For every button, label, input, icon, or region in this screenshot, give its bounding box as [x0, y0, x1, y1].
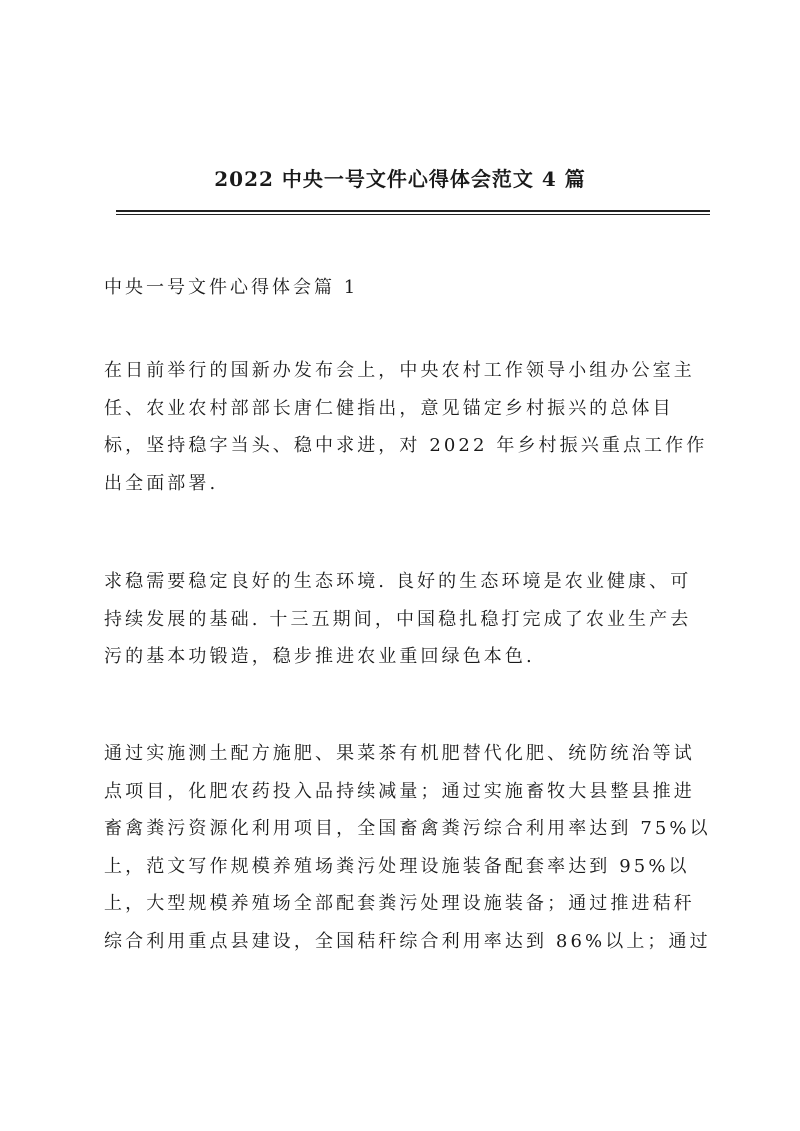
paragraph-3: [104, 735, 711, 960]
paragraph-line: 上，范文写作规模养殖场粪污处理设施装备配套率达到 95%以: [104, 855, 690, 877]
title-underline-thin: [116, 214, 710, 215]
paragraph-line: 通过实施测土配方施肥、果菜茶有机肥替代化肥、统防统治等试: [104, 743, 695, 764]
title-underline: [116, 210, 710, 212]
paragraph-line: 在日前举行的国新办发布会上，中央农村工作领导小组办公室主: [104, 360, 695, 381]
document-title: 2022 中央一号文件心得体会范文 4 篇: [214, 167, 586, 191]
paragraph-line: 持续发展的基础. 十三五期间，中国稳扎稳打完成了农业生产去: [104, 608, 692, 630]
paragraph-line: 任、农业农村部部长唐仁健指出，意见锚定乡村振兴的总体目: [104, 397, 674, 419]
paragraph-line: 综合利用重点县建设，全国秸秆综合利用率达到 86%以上；通过: [104, 930, 711, 952]
paragraph-line: 上，大型规模养殖场全部配套粪污处理设施装备；通过推进秸秆: [104, 893, 695, 914]
paragraph-line: 出全面部署.: [104, 472, 219, 494]
paragraph-2: [104, 563, 704, 676]
paragraph-line: 畜禽粪污资源化利用项目，全国畜禽粪污综合利用率达到 75%以: [104, 818, 711, 839]
paragraph-line: 求稳需要稳定良好的生态环境. 良好的生态环境是农业健康、可: [104, 571, 692, 592]
section-heading: 中央一号文件心得体会篇 1: [104, 277, 359, 298]
paragraph-line: 标，坚持稳字当头、稳中求进，对 2022 年乡村振兴重点工作作: [104, 435, 708, 456]
paragraph-1: [104, 352, 708, 502]
paragraph-line: 点项目，化肥农药投入品持续减量；通过实施畜牧大县整县推进: [104, 780, 695, 802]
paragraph-line: 污的基本功锻造，稳步推进农业重回绿色本色.: [104, 646, 535, 667]
